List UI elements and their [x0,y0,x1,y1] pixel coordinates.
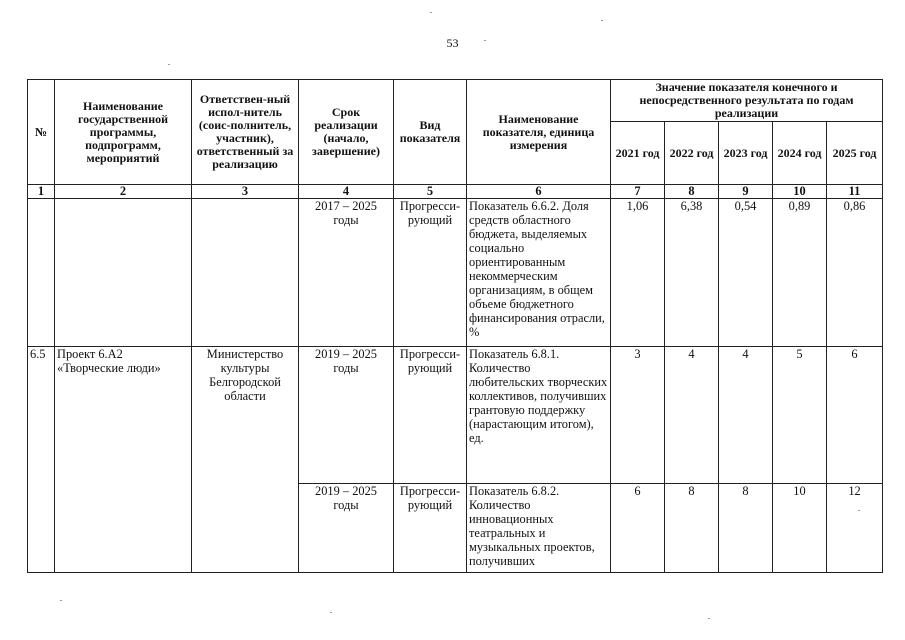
column-number: 1 [28,185,55,199]
scan-speck [330,612,332,613]
column-number: 3 [192,185,299,199]
row-value-2024: 10 [773,484,827,573]
header-num: № [28,80,55,185]
scan-speck [708,618,710,619]
row-value-2025: 12 [827,484,883,573]
row-program: Проект 6.А2 «Творческие люди» [55,347,192,573]
row-value-2021: 6 [611,484,665,573]
row-value-2024: 5 [773,347,827,484]
row-value-2023: 0,54 [719,199,773,347]
scan-speck [430,12,432,13]
header-year-2022: 2022 год [665,122,719,185]
column-number: 10 [773,185,827,199]
row-value-2022: 8 [665,484,719,573]
header-year-2021: 2021 год [611,122,665,185]
header-program: Наименование государственной программы, подпрограмм, мероприятий [55,80,192,185]
column-number: 8 [665,185,719,199]
row-type: Прогресси-рующий [394,484,467,573]
scan-speck [60,600,62,601]
row-term: 2017 – 2025 годы [299,199,394,347]
header-type: Вид показателя [394,80,467,185]
row-executor: Министерство культуры Белгородской области [192,347,299,573]
header-term: Срок реализации (начало, завершение) [299,80,394,185]
table-row [28,199,883,347]
row-value-2022: 6,38 [665,199,719,347]
scan-speck [484,40,486,41]
row-value-2025: 6 [827,347,883,484]
row-value-2023: 4 [719,347,773,484]
row-executor [192,199,299,347]
header-year-2025: 2025 год [827,122,883,185]
column-number: 5 [394,185,467,199]
header-values-group: Значение показателя конечного и непосредственного результата по годам реализации [611,80,883,122]
header-year-2024: 2024 год [773,122,827,185]
header-indicator: Наименование показателя, единица измерения [467,80,611,185]
column-number: 9 [719,185,773,199]
row-type: Прогресси-рующий [394,199,467,347]
page-number: 53 [446,36,459,50]
row-indicator: Показатель 6.6.2. Доля средств областного бюджета, выделяемых социально ориентированным некоммерческим организациям, в общем объеме бюджетного финансирования отрасли, % [467,199,611,347]
row-num: 6.5 [28,347,55,573]
row-value-2025: 0,86 [827,199,883,347]
row-value-2021: 1,06 [611,199,665,347]
header-executor: Ответствен-ный испол-нитель (соис-полнитель, участник), ответственный за реализацию [192,80,299,185]
row-term: 2019 – 2025 годы [299,347,394,484]
column-number: 4 [299,185,394,199]
column-number: 7 [611,185,665,199]
column-number: 6 [467,185,611,199]
row-type: Прогресси-рующий [394,347,467,484]
scan-speck [858,510,860,511]
row-value-2024: 0,89 [773,199,827,347]
scan-speck [168,64,170,65]
row-program [55,199,192,347]
indicators-table [27,79,883,573]
column-number: 2 [55,185,192,199]
row-indicator: Показатель 6.8.1. Количество любительских творческих коллективов, получивших грантовую поддержку (нарастающим итогом), ед. [467,347,611,484]
row-value-2023: 8 [719,484,773,573]
row-value-2021: 3 [611,347,665,484]
row-value-2022: 4 [665,347,719,484]
row-indicator: Показатель 6.8.2. Количество инновационных театральных и музыкальных проектов, получивших [467,484,611,573]
header-year-2023: 2023 год [719,122,773,185]
row-term: 2019 – 2025 годы [299,484,394,573]
column-number: 11 [827,185,883,199]
scan-speck [601,20,603,21]
row-num [28,199,55,347]
table-row [28,347,883,484]
